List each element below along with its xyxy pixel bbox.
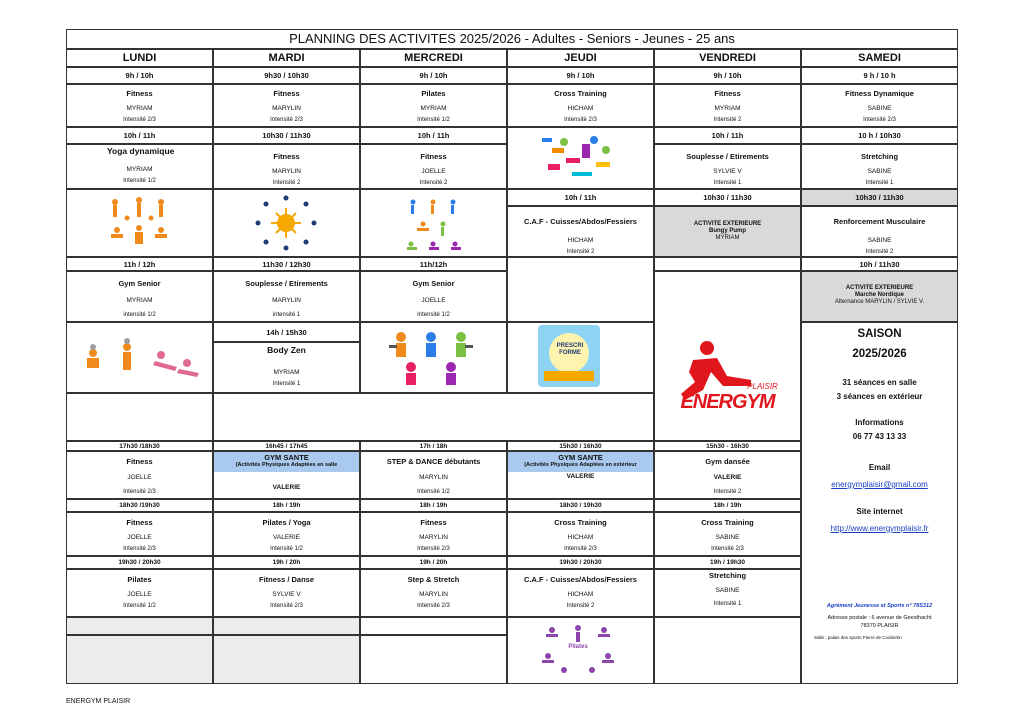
intensity: Intensité 2/3 bbox=[123, 117, 156, 123]
time-slot: 11h / 12h bbox=[66, 257, 213, 271]
activity-name: Step & Stretch bbox=[407, 575, 460, 584]
intensity: Intensité 2/3 bbox=[417, 546, 450, 552]
coach-name: MYRIAM bbox=[273, 369, 300, 376]
time-slot: 18h30 / 19h30 bbox=[507, 499, 654, 512]
coach-name: MARYLIN bbox=[419, 534, 448, 541]
sun-yoga-icon bbox=[214, 190, 359, 256]
activity-cell bbox=[654, 451, 801, 499]
pilates-poses-icon bbox=[508, 618, 653, 683]
activity-cell bbox=[66, 512, 213, 556]
empty-cell bbox=[66, 635, 213, 684]
seances-salle: 31 séances en salle bbox=[842, 378, 917, 387]
intensity: Intensité 1/2 bbox=[417, 489, 450, 495]
activity-cell bbox=[213, 271, 360, 322]
empty-cell bbox=[654, 257, 801, 271]
activity-name: Fitness bbox=[126, 457, 153, 466]
activity-name: Fitness / Danse bbox=[258, 575, 315, 584]
intensity: Intensité 2/3 bbox=[711, 546, 744, 552]
athletes-icon bbox=[508, 128, 653, 188]
activity-cell bbox=[801, 144, 958, 189]
intensity: Intensité 1 bbox=[272, 381, 301, 387]
activity-name: Gym Senior bbox=[412, 279, 455, 288]
time-slot: 19h / 20h bbox=[360, 556, 507, 569]
page-title: PLANNING DES ACTIVITES 2025/2026 - Adultes - Seniors - Jeunes - 25 ans bbox=[66, 29, 958, 49]
intensity: Intensité 2/3 bbox=[564, 117, 597, 123]
season-year: 2025/2026 bbox=[852, 348, 907, 360]
activity-cell bbox=[801, 206, 958, 257]
activity-cell bbox=[360, 271, 507, 322]
intensity: Intensité 2/3 bbox=[417, 603, 450, 609]
activity-cell-sante bbox=[213, 451, 360, 499]
prescri-forme-icon bbox=[508, 323, 653, 392]
prescri-forme-poster bbox=[507, 322, 654, 393]
seniors-dumbbell-icon bbox=[361, 323, 506, 392]
activity-name: Fitness bbox=[714, 89, 741, 98]
activity-name: Fitness bbox=[420, 518, 447, 527]
activity-cell bbox=[360, 512, 507, 556]
time-slot: 10h / 11h bbox=[507, 189, 654, 206]
time-slot: 9h / 10h bbox=[360, 67, 507, 84]
coach-name: VALERIE bbox=[566, 473, 595, 480]
activity-name: Fitness Dynamique bbox=[845, 89, 914, 98]
email-link[interactable]: energymplaisir@gmail.com bbox=[831, 480, 928, 489]
intensity: Intensité 2/3 bbox=[863, 117, 896, 123]
senior-gym-illustration bbox=[66, 322, 213, 393]
activity-name: ACTIVITE EXTERIEURE bbox=[845, 285, 914, 291]
activity-name: Renforcement Musculaire bbox=[833, 217, 926, 226]
postal-address: Adresse postale : 6 avenue de Geesthacht bbox=[827, 615, 932, 621]
activity-cell bbox=[801, 84, 958, 127]
coach-name: SYLVIE V bbox=[713, 168, 742, 175]
intensity: Intensité 2 bbox=[566, 249, 595, 255]
intensity: intensité 1/2 bbox=[123, 312, 156, 318]
activity-cell bbox=[66, 144, 213, 189]
activity-subtitle: (Activités Physiques Adaptées en extérieur bbox=[524, 462, 637, 468]
empty-cell bbox=[66, 617, 213, 635]
time-slot: 10h / 11h bbox=[66, 127, 213, 144]
website-link[interactable]: http://www.energymplaisir.fr bbox=[830, 524, 929, 533]
activity-name: Pilates bbox=[421, 89, 446, 98]
activity-cell bbox=[213, 84, 360, 127]
coach-name: MARYLIN bbox=[272, 297, 301, 304]
intensity: Intensité 1/2 bbox=[123, 603, 156, 609]
time-slot: 11h/12h bbox=[360, 257, 507, 271]
energym-logo bbox=[655, 382, 800, 414]
coach-name: SABINE bbox=[715, 534, 740, 541]
empty-cell bbox=[213, 393, 654, 441]
runner-icon bbox=[655, 272, 800, 440]
time-slot: 17h / 18h bbox=[360, 441, 507, 451]
time-slot: 10h30 / 11h30 bbox=[213, 127, 360, 144]
fitness-illustration bbox=[360, 189, 507, 257]
activity-name: Pilates / Yoga bbox=[262, 518, 311, 527]
activity-name: Gym Senior bbox=[118, 279, 161, 288]
activity-name: STEP & DANCE débutants bbox=[386, 457, 481, 466]
coach-name: MARYLIN bbox=[419, 591, 448, 598]
time-slot: 10h30 / 11h30 bbox=[654, 189, 801, 206]
coach-name: VALERIE bbox=[713, 474, 742, 481]
activity-cell bbox=[213, 512, 360, 556]
salle-text: Salle : palais des sports Pierre de Coubertin bbox=[814, 635, 902, 640]
coach-name: JOELLE bbox=[127, 591, 152, 598]
day-header-wednesday: MERCREDI bbox=[360, 49, 507, 67]
coach-name: Alternance MARYLIN / SYLVIE V. bbox=[834, 299, 925, 305]
activity-name: Fitness bbox=[420, 152, 447, 161]
activity-cell bbox=[654, 512, 801, 556]
day-header-tuesday: MARDI bbox=[213, 49, 360, 67]
coach-name: MYRIAM bbox=[420, 105, 447, 112]
time-slot: 16h45 / 17h45 bbox=[213, 441, 360, 451]
empty-cell bbox=[654, 617, 801, 684]
activity-name: Fitness bbox=[126, 89, 153, 98]
coach-name: MYRIAM bbox=[126, 105, 153, 112]
activity-cell bbox=[654, 84, 801, 127]
intensity: Intensité 2/3 bbox=[123, 546, 156, 552]
time-slot: 10 h / 10h30 bbox=[801, 127, 958, 144]
coach-name: VALERIE bbox=[273, 534, 300, 541]
intensity: Intensité 2 bbox=[272, 180, 301, 186]
activity-cell bbox=[66, 451, 213, 499]
site-label: Site internet bbox=[856, 507, 903, 516]
activity-cell bbox=[360, 144, 507, 189]
activity-cell bbox=[507, 512, 654, 556]
coach-name: MARYLIN bbox=[272, 105, 301, 112]
activity-name: Yoga dynamique bbox=[107, 146, 175, 156]
time-slot: 18h / 19h bbox=[654, 499, 801, 512]
coach-name: MYRIAM bbox=[715, 235, 740, 241]
activity-name: ACTIVITE EXTERIEURE bbox=[693, 221, 762, 227]
info-panel bbox=[801, 322, 958, 684]
senior-exercise-icon bbox=[67, 323, 212, 392]
coach-name: HICHAM bbox=[567, 591, 594, 598]
activity-cell bbox=[360, 84, 507, 127]
saison-label: SAISON bbox=[857, 328, 902, 340]
time-slot: 18h / 19h bbox=[360, 499, 507, 512]
seniors-weights-illustration bbox=[360, 322, 507, 393]
intensity: Intensité 2 bbox=[566, 603, 595, 609]
seances-exterieur: 3 séances en extérieur bbox=[836, 392, 923, 401]
cross-training-illustration bbox=[507, 127, 654, 189]
activity-name: Souplesse / Etirements bbox=[686, 152, 769, 161]
day-header-monday: LUNDI bbox=[66, 49, 213, 67]
activity-name: C.A.F - Cuisses/Abdos/Fessiers bbox=[524, 575, 637, 584]
activity-name: Souplesse / Etirements bbox=[245, 279, 328, 288]
pilates-label: Pilates bbox=[568, 644, 588, 650]
activity-cell-outdoor bbox=[801, 271, 958, 322]
empty-cell bbox=[213, 617, 360, 635]
time-slot: 17h30 /18h30 bbox=[66, 441, 213, 451]
coach-name: HICHAM bbox=[567, 105, 594, 112]
activity-name: Fitness bbox=[273, 152, 300, 161]
sun-salutation-illustration bbox=[213, 189, 360, 257]
time-slot: 15h30 - 16h30 bbox=[654, 441, 801, 451]
activity-cell bbox=[213, 342, 360, 393]
coach-name: SABINE bbox=[867, 168, 892, 175]
time-slot: 18h30 /19h30 bbox=[66, 499, 213, 512]
time-slot: 10h / 11h30 bbox=[801, 257, 958, 271]
intensity: Intensité 1 bbox=[713, 180, 742, 186]
agrement-text: Agrément Jeunesse et Sports n° 78S312 bbox=[826, 603, 933, 609]
yoga-illustration bbox=[66, 189, 213, 257]
activity-name: Cross Training bbox=[554, 89, 607, 98]
intensity: Intensité 2 bbox=[865, 249, 894, 255]
activity-cell bbox=[66, 271, 213, 322]
activity-name: Gym dansée bbox=[705, 457, 750, 466]
activity-cell bbox=[66, 84, 213, 127]
activity-name: Stretching bbox=[708, 571, 747, 580]
time-slot: 18h / 19h bbox=[213, 499, 360, 512]
empty-cell bbox=[360, 635, 507, 684]
coach-name: SYLVIE V bbox=[272, 591, 301, 598]
coach-name: SABINE bbox=[715, 587, 740, 594]
activity-subtitle: Marche Nordique bbox=[854, 292, 904, 298]
intensity: Intensité 1/2 bbox=[270, 546, 303, 552]
activity-cell bbox=[507, 569, 654, 617]
coach-name: MYRIAM bbox=[126, 297, 153, 304]
activity-cell bbox=[507, 206, 654, 257]
footer-text: ENERGYM PLAISIR bbox=[66, 698, 131, 705]
intensity: Intensité 1/2 bbox=[123, 178, 156, 184]
time-slot: 11h30 / 12h30 bbox=[213, 257, 360, 271]
coach-name: JOELLE bbox=[127, 474, 152, 481]
coach-name: SABINE bbox=[867, 105, 892, 112]
time-slot: 10h30 / 11h30 bbox=[801, 189, 958, 206]
activity-name: Cross Training bbox=[554, 518, 607, 527]
intensity: Intensité 2/3 bbox=[270, 603, 303, 609]
schedule-sheet bbox=[66, 29, 958, 684]
intensity: Intensité 2 bbox=[713, 489, 742, 495]
intensity: Intensité 2 bbox=[713, 117, 742, 123]
fitness-figures-icon bbox=[361, 190, 506, 256]
activity-name: Stretching bbox=[860, 152, 899, 161]
activity-cell bbox=[213, 569, 360, 617]
informations-label: Informations bbox=[855, 418, 904, 427]
empty-cell bbox=[360, 617, 507, 635]
activity-cell bbox=[360, 569, 507, 617]
intensity: Intensité 1 bbox=[865, 180, 894, 186]
activity-cell bbox=[360, 451, 507, 499]
activity-cell bbox=[654, 569, 801, 617]
coach-name: HICHAM bbox=[567, 534, 594, 541]
activity-cell bbox=[507, 84, 654, 127]
postal-city: 78370 PLAISIR bbox=[860, 623, 899, 629]
time-slot: 19h / 20h bbox=[213, 556, 360, 569]
activity-name: Pilates bbox=[127, 575, 152, 584]
activity-subtitle: (Activités Physiques Adaptées en salle bbox=[235, 462, 338, 468]
coach-name: JOELLE bbox=[421, 168, 446, 175]
coach-name: MYRIAM bbox=[714, 105, 741, 112]
coach-name: MYRIAM bbox=[126, 166, 153, 173]
activity-name: Fitness bbox=[126, 518, 153, 527]
time-slot: 19h30 / 20h30 bbox=[66, 556, 213, 569]
time-slot: 9h / 10h bbox=[66, 67, 213, 84]
email-label: Email bbox=[868, 463, 891, 472]
activity-name: Cross Training bbox=[701, 518, 754, 527]
time-slot: 19h30 / 20h30 bbox=[507, 556, 654, 569]
poster-text: PRESCRI FORME bbox=[556, 343, 584, 356]
time-slot: 10h / 11h bbox=[360, 127, 507, 144]
empty-cell bbox=[66, 393, 213, 441]
activity-name: Fitness bbox=[273, 89, 300, 98]
activity-name: GYM SANTE bbox=[264, 453, 309, 462]
logo-top-text: PLAISIR bbox=[747, 382, 778, 391]
coach-name: HICHAM bbox=[567, 237, 594, 244]
intensity: Intensité 1 bbox=[713, 601, 742, 607]
energym-logo-cell bbox=[654, 271, 801, 441]
empty-cell bbox=[507, 257, 654, 322]
activity-subtitle: Bungy Pump bbox=[709, 228, 746, 234]
intensity: Intensité 2/3 bbox=[270, 117, 303, 123]
intensity: Intensité 1/2 bbox=[417, 117, 450, 123]
activity-cell bbox=[213, 144, 360, 189]
intensity: intensité 1 bbox=[272, 312, 301, 318]
intensity: Intensité 2/3 bbox=[123, 489, 156, 495]
coach-name: MARYLIN bbox=[272, 168, 301, 175]
time-slot: 9h30 / 10h30 bbox=[213, 67, 360, 84]
time-slot: 9 h / 10 h bbox=[801, 67, 958, 84]
phone-number: 06 77 43 13 33 bbox=[852, 432, 907, 441]
intensity: Intensité 2 bbox=[419, 180, 448, 186]
time-slot: 9h / 10h bbox=[507, 67, 654, 84]
activity-name: Body Zen bbox=[267, 345, 306, 355]
time-slot: 9h / 10h bbox=[654, 67, 801, 84]
activity-cell-sante bbox=[507, 451, 654, 499]
day-header-thursday: JEUDI bbox=[507, 49, 654, 67]
yoga-poses-icon bbox=[67, 190, 212, 256]
activity-cell bbox=[66, 569, 213, 617]
activity-cell bbox=[654, 144, 801, 189]
intensity: Intensité 1/2 bbox=[417, 312, 450, 318]
empty-cell bbox=[213, 635, 360, 684]
coach-name: MARYLIN bbox=[419, 474, 448, 481]
logo-main-text: ENERGYM bbox=[680, 391, 775, 413]
time-slot: 15h30 / 16h30 bbox=[507, 441, 654, 451]
day-header-saturday: SAMEDI bbox=[801, 49, 958, 67]
time-slot: 14h / 15h30 bbox=[213, 322, 360, 342]
time-slot: 10h / 11h bbox=[654, 127, 801, 144]
coach-name: JOELLE bbox=[127, 534, 152, 541]
activity-name: C.A.F - Cuisses/Abdos/Fessiers bbox=[524, 217, 637, 226]
time-slot: 19h / 19h30 bbox=[654, 556, 801, 569]
activity-name: GYM SANTE bbox=[558, 453, 603, 462]
pilates-illustration bbox=[507, 617, 654, 684]
activity-cell-outdoor bbox=[654, 206, 801, 257]
coach-name: SABINE bbox=[867, 237, 892, 244]
coach-name: VALERIE bbox=[272, 484, 301, 491]
day-header-friday: VENDREDI bbox=[654, 49, 801, 67]
intensity: Intensité 2/3 bbox=[564, 546, 597, 552]
coach-name: JOELLE bbox=[421, 297, 446, 304]
